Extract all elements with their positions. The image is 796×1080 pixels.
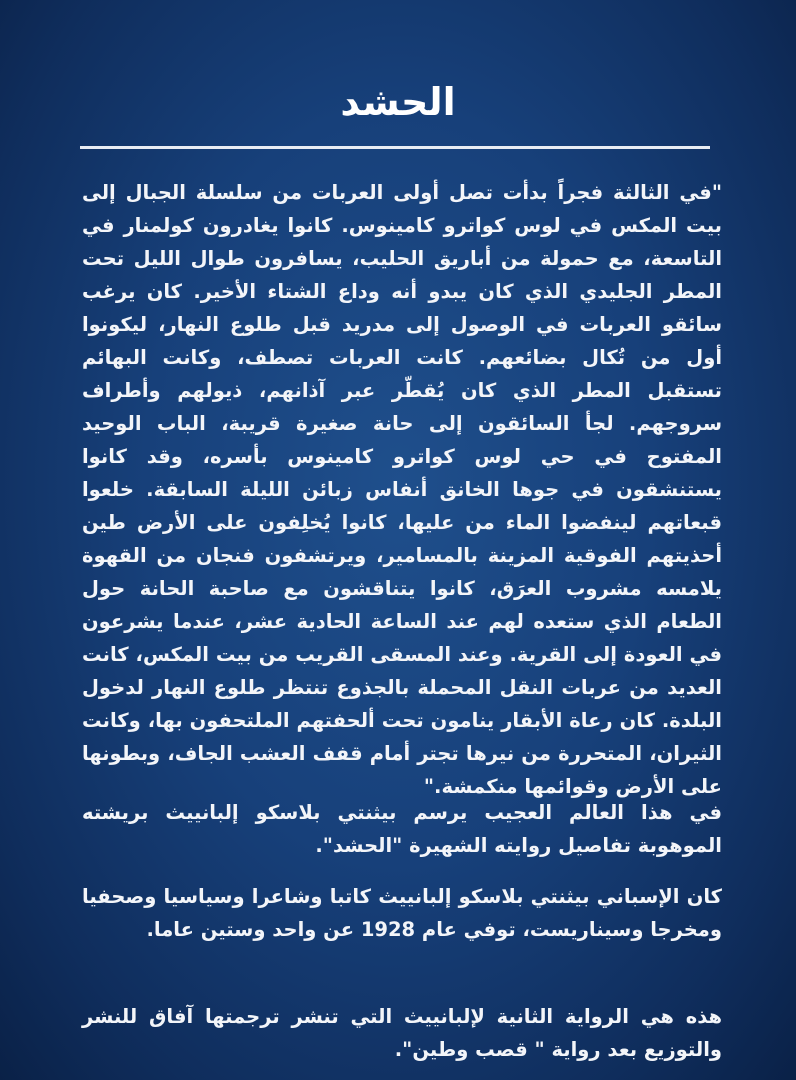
book-title: الحشد [340, 80, 456, 124]
title-divider [80, 146, 710, 149]
publisher-note-paragraph: هذه هي الرواية الثانية لإلبانييث التي تنشر ترجمتها آفاق للنشر والتوزيع بعد رواية " قصب وطين". [82, 1005, 722, 1061]
author-bio-paragraph: كان الإسباني بيثنتي بلاسكو إلبانييث كاتبا وشاعرا وسياسيا وصحفيا ومخرجا وسيناريست، توفي عام 1928 عن واحد وستين عاما. [82, 885, 722, 941]
novel-excerpt: "في الثالثة فجراً بدأت تصل أولى العربات من سلسلة الجبال إلى بيت المكس في لوس كواترو كامينوس. كانوا يغادرون كولمنار في التاسعة، مع حمولة من أباريق الحليب، يسافرون طوال الليل تحت المطر الجليدي الذي كان يبدو أنه وداع الشتاء الأخير. كان يرغب سائقو العربات في الوصول إلى مدريد قبل طلوع النهار، ليكونوا أول من تُكال بضائعهم. كانت العربات تصطف، وكانت البهائم تستقبل المطر الذي كان يُقطّر عبر آذانهم، ذيولهم وأطراف سروجهم. لجأ السائقون إلى حانة صغيرة قريبة، الباب الوحيد المفتوح في حي لوس كواترو كامينوس بأسره، وقد كانوا يستنشقون في جوها الخانق أنفاس زبائن الليلة السابقة. خلعوا قبعاتهم لينفضوا الماء من عليها، كانوا يُخلِفون على الأرض طين أحذيتهم الفوقية المزينة بالمسامير، ويرتشفون فنجان من القهوة يلامسه مشروب العرَق، كانوا يتناقشون مع صاحبة الحانة حول الطعام الذي ستعده لهم عند الساعة الحادية عشر، عندما يشرعون في العودة إلى القرية. وعند المسقى القريب من بيت المكس، كانت العديد من عربات النقل المحملة بالجذوع تنتظر طلوع النهار لدخول البلدة. كان رعاة الأبقار ينامون تحت ألحفتهم الملتحفون بها، وكانت الثيران، المتحررة من نيرها تجتر أمام قفف العشب الجاف، وبطونها على الأرض وقوائمها منكمشة." [82, 181, 722, 798]
description-paragraph: في هذا العالم العجيب يرسم بيثنتي بلاسكو إلبانييث بريشته الموهوبة تفاصيل روايته الشهيرة "الحشد". [82, 801, 722, 857]
